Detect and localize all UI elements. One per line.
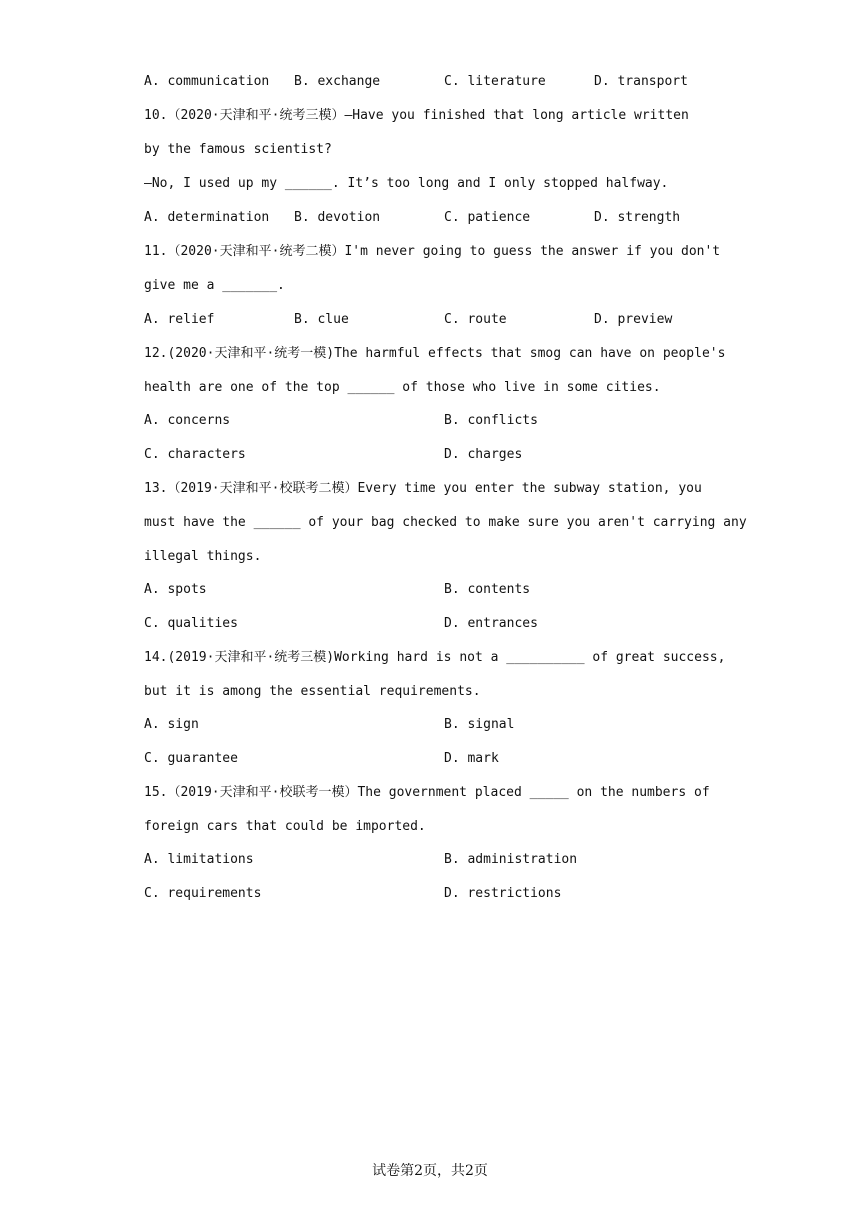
q14-option-a: A. sign [144,717,199,732]
q15-option-c: C. requirements [144,886,262,901]
q11-option-c: C. route [444,312,507,327]
q9-option-a: A. communication [144,74,270,89]
q13-stem-line-2: must have the ______ of your bag checked to make sure you aren't carrying any [144,515,747,530]
q14-option-d: D. mark [444,751,499,766]
q12-stem-line-1: 12.(2020·天津和平·统考一模)The harmful effects that smog can have on people's [144,346,726,361]
q13-option-b: B. contents [444,582,531,597]
q15-stem-line-1: 15.（2019·天津和平·校联考一模）The government placed _____ on the numbers of [144,785,710,800]
q10-option-d: D. strength [594,210,681,225]
q12-option-d: D. charges [444,447,523,462]
q11-option-b: B. clue [294,312,349,327]
q14-option-c: C. guarantee [144,751,238,766]
q13-option-c: C. qualities [144,616,238,631]
q14-stem-line-1: 14.(2019·天津和平·统考三模)Working hard is not a __________ of great success, [144,650,726,665]
q13-option-d: D. entrances [444,616,538,631]
q12-option-c: C. characters [144,447,246,462]
q15-option-b: B. administration [444,852,578,867]
q15-option-d: D. restrictions [444,886,562,901]
q11-stem-line-2: give me a _______. [144,278,285,293]
q11-stem-line-1: 11.（2020·天津和平·统考二模）I'm never going to guess the answer if you don't [144,244,721,259]
q10-stem-line-3: —No, I used up my ______. It’s too long and I only stopped halfway. [144,176,669,191]
q10-option-c: C. patience [444,210,531,225]
q10-stem-line-2: by the famous scientist? [144,142,332,157]
q10-stem-line-1: 10.（2020·天津和平·统考三模）—Have you finished that long article written [144,108,689,123]
q11-option-d: D. preview [594,312,673,327]
q13-stem-line-3: illegal things. [144,549,262,564]
q12-option-b: B. conflicts [444,413,538,428]
q12-stem-line-2: health are one of the top ______ of those who live in some cities. [144,380,661,395]
q14-stem-line-2: but it is among the essential requirements. [144,684,481,699]
q15-option-a: A. limitations [144,852,254,867]
page-footer: 试卷第2页，共2页 [372,1163,488,1179]
q13-stem-line-1: 13.（2019·天津和平·校联考二模）Every time you enter the subway station, you [144,481,702,496]
q14-option-b: B. signal [444,717,515,732]
q9-option-b: B. exchange [294,74,381,89]
q13-option-a: A. spots [144,582,207,597]
q10-option-a: A. determination [144,210,270,225]
q10-option-b: B. devotion [294,210,381,225]
q9-option-d: D. transport [594,74,688,89]
q9-option-c: C. literature [444,74,546,89]
q12-option-a: A. concerns [144,413,231,428]
q15-stem-line-2: foreign cars that could be imported. [144,819,426,834]
q11-option-a: A. relief [144,312,215,327]
